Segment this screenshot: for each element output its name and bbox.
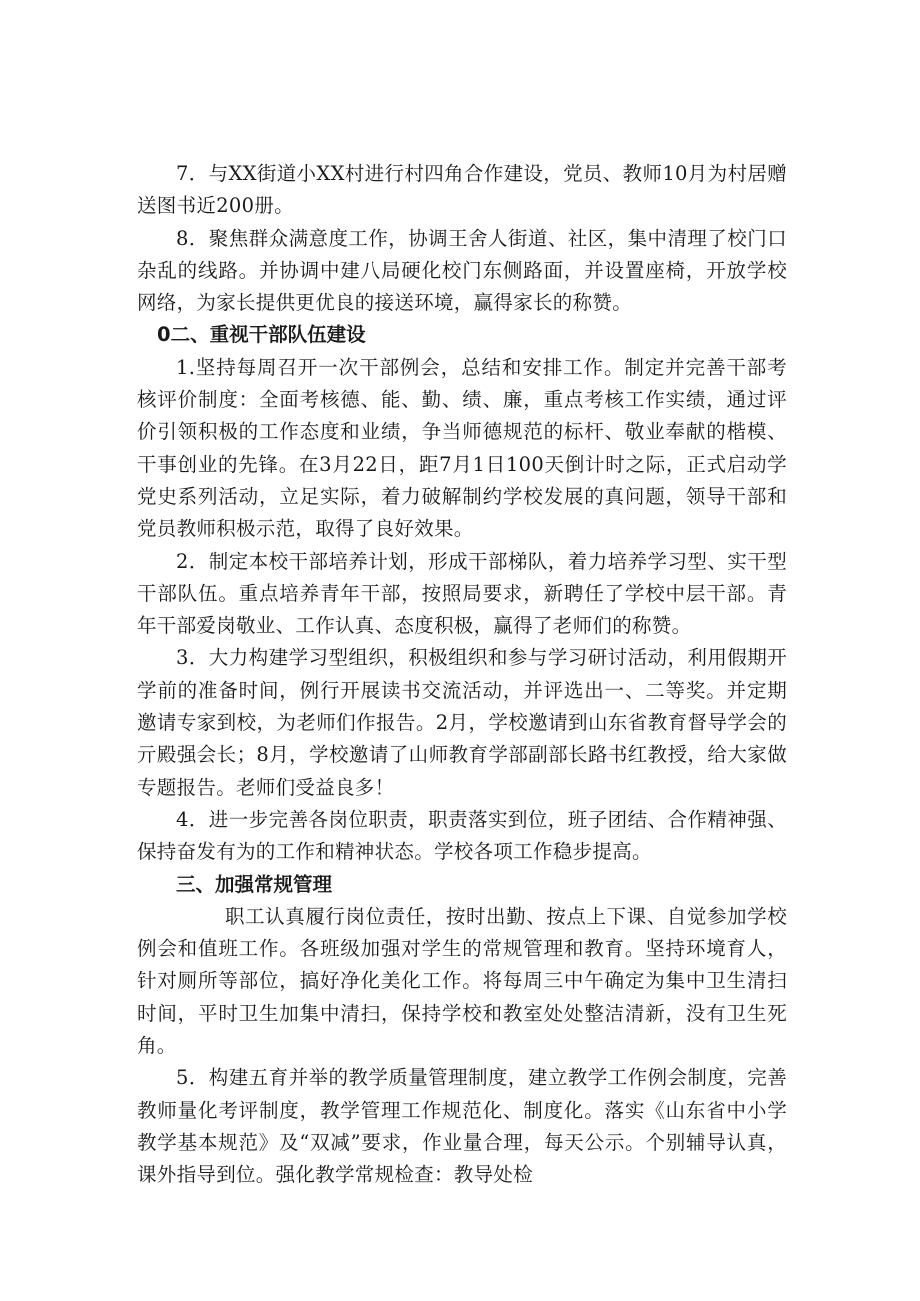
- section-heading-3: 三、加强常规管理: [176, 872, 333, 896]
- paragraph-cadre-1: 1.坚持每周召开一次干部例会，总结和安排工作。制定并完善干部考核评价制度：全面考核德、能、勤、绩、廉，重点考核工作实绩，通过评价引领积极的工作态度和业绩，争当师德规范的标杆、敬业奉献的楷模、干事创业的先锋。在3月22日，距7月1日100天倒计时之际，正式启动学党史系列活动，立足实际，着力破解制约学校发展的真问题，领导干部和党员教师积极示范，取得了良好效果。: [137, 355, 787, 541]
- document-body: [137, 158, 787, 1192]
- paragraph-item-8: 8．聚焦群众满意度工作，协调王舍人街道、社区，集中清理了校门口杂乱的线路。并协调中建八局硬化校门东侧路面，并设置座椅，开放学校网络，为家长提供更优良的接送环境，赢得家长的称赞。: [137, 226, 787, 315]
- paragraph-item-7: 7．与XX街道小XX村进行村四角合作建设，党员、教师10月为村居赠送图书近200册。: [137, 162, 787, 218]
- paragraph-cadre-4: 4．进一步完善各岗位职责，职责落实到位，班子团结、合作精神强、保持奋发有为的工作和精神状态。学校各项工作稳步提高。: [137, 807, 787, 864]
- paragraph-cadre-3: 3．大力构建学习型组织，积极组织和参与学习研讨活动，利用假期开学前的准备时间，例行开展读书交流活动，并评选出一、二等奖。并定期邀请专家到校，为老师们作报告。2月，学校邀请到山东省教育督导学会的亓殿强会长；8月，学校邀请了山师教育学部副部长路书红教授，给大家做专题报告。老师们受益良多！: [137, 646, 787, 799]
- paragraph-teaching-5: 5．构建五育并举的教学质量管理制度，建立教学工作例会制度，完善教师量化考评制度，教学管理工作规范化、制度化。落实《山东省中小学教学基本规范》及“双减”要求，作业量合理，每天公示。个别辅导认真，课外指导到位。强化教学常规检查：教导处检: [137, 1066, 787, 1187]
- section-heading-2: 0二、重视干部队伍建设: [157, 323, 366, 347]
- paragraph-routine-management: 职工认真履行岗位责任，按时出勤、按点上下课、自觉参加学校例会和值班工作。各班级加强对学生的常规管理和教育。坚持环境育人，针对厕所等部位，搞好净化美化工作。将每周三中午确定为集中卫生清扫时间，平时卫生加集中清扫，保持学校和教室处处整洁清新，没有卫生死角。: [137, 904, 787, 1058]
- paragraph-cadre-2: 2．制定本校干部培养计划，形成干部梯队，着力培养学习型、实干型干部队伍。重点培养青年干部，按照局要求，新聘任了学校中层干部。青年干部爱岗敬业、工作认真、态度积极，赢得了老师们的称赞。: [137, 549, 787, 638]
